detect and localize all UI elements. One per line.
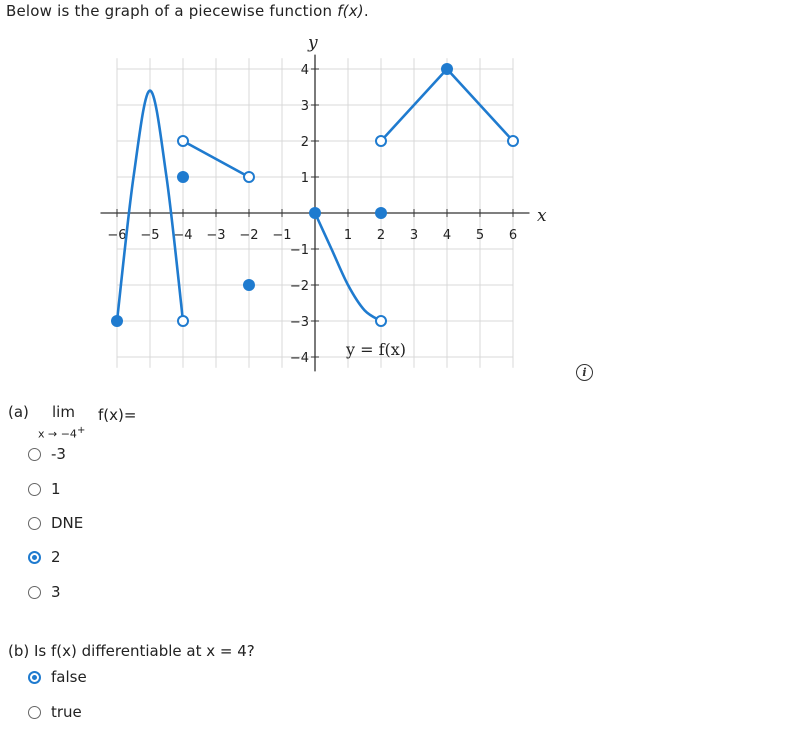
x-tick-label: −1 (272, 228, 292, 243)
option-a-3[interactable] (28, 583, 61, 601)
limit-approach: x → −4 (38, 427, 77, 441)
limit-function: f(x)= (98, 406, 137, 424)
option-b-true[interactable] (28, 703, 82, 721)
option-label: DNE (51, 514, 84, 532)
y-axis-label: y (308, 33, 318, 53)
option-label: -3 (51, 445, 66, 463)
y-tick-label: 2 (300, 135, 309, 150)
open-point (376, 136, 386, 146)
open-point (376, 316, 386, 326)
y-tick-label: −2 (289, 279, 309, 294)
limit-word: lim (52, 403, 75, 421)
closed-point (177, 171, 189, 183)
y-tick-label: −1 (289, 243, 309, 258)
x-tick-label: 3 (409, 228, 419, 243)
option-label: true (51, 703, 82, 721)
x-tick-label: −4 (173, 228, 193, 243)
closed-point (309, 207, 321, 219)
intro-text-after: . (363, 2, 369, 20)
x-tick-label: −2 (239, 228, 259, 243)
option-label: 2 (51, 548, 61, 566)
question-a-label: (a) (8, 403, 29, 421)
y-tick-label: 4 (300, 63, 309, 78)
intro-text-before: Below is the graph of a piecewise function (6, 2, 338, 20)
open-point (508, 136, 518, 146)
x-tick-label: 4 (442, 228, 452, 243)
radio-button[interactable] (28, 448, 41, 461)
option-a-neg3[interactable] (28, 445, 66, 463)
x-axis-label: x (537, 206, 547, 226)
open-point (244, 172, 254, 182)
open-point (178, 136, 188, 146)
x-tick-label: 6 (508, 228, 518, 243)
limit-side: + (76, 425, 86, 436)
x-tick-label: 2 (376, 228, 386, 243)
intro-func: f(x) (337, 2, 364, 20)
radio-button[interactable] (28, 706, 41, 719)
x-tick-label: −5 (140, 228, 160, 243)
limit-subscript (38, 425, 85, 441)
x-tick-label: 1 (343, 228, 353, 243)
closed-point (441, 63, 453, 75)
y-tick-label: 3 (300, 99, 309, 114)
radio-button[interactable] (28, 517, 41, 530)
x-tick-label: −6 (107, 228, 127, 243)
closed-point (375, 207, 387, 219)
question-b: (b) Is f(x) differentiable at x = 4? (8, 642, 255, 660)
option-a-1[interactable] (28, 480, 61, 498)
function-label: y = f(x) (346, 340, 407, 359)
option-b-false[interactable] (28, 668, 87, 686)
closed-point (243, 279, 255, 291)
option-label: false (51, 668, 87, 686)
y-tick-label: 1 (300, 171, 309, 186)
option-label: 1 (51, 480, 61, 498)
function-graph (0, 30, 560, 375)
info-icon[interactable]: i (576, 364, 593, 381)
x-tick-label: −3 (206, 228, 226, 243)
option-a-2[interactable] (28, 548, 61, 566)
y-tick-label: −3 (289, 315, 309, 330)
open-point (178, 316, 188, 326)
option-a-dne[interactable] (28, 514, 83, 532)
closed-point (111, 315, 123, 327)
y-tick-label: −4 (289, 351, 309, 366)
radio-button-selected[interactable] (28, 671, 41, 684)
radio-button-selected[interactable] (28, 551, 41, 564)
intro-text (6, 2, 369, 20)
radio-button[interactable] (28, 483, 41, 496)
radio-button[interactable] (28, 586, 41, 599)
x-tick-label: 5 (475, 228, 485, 243)
option-label: 3 (51, 583, 61, 601)
